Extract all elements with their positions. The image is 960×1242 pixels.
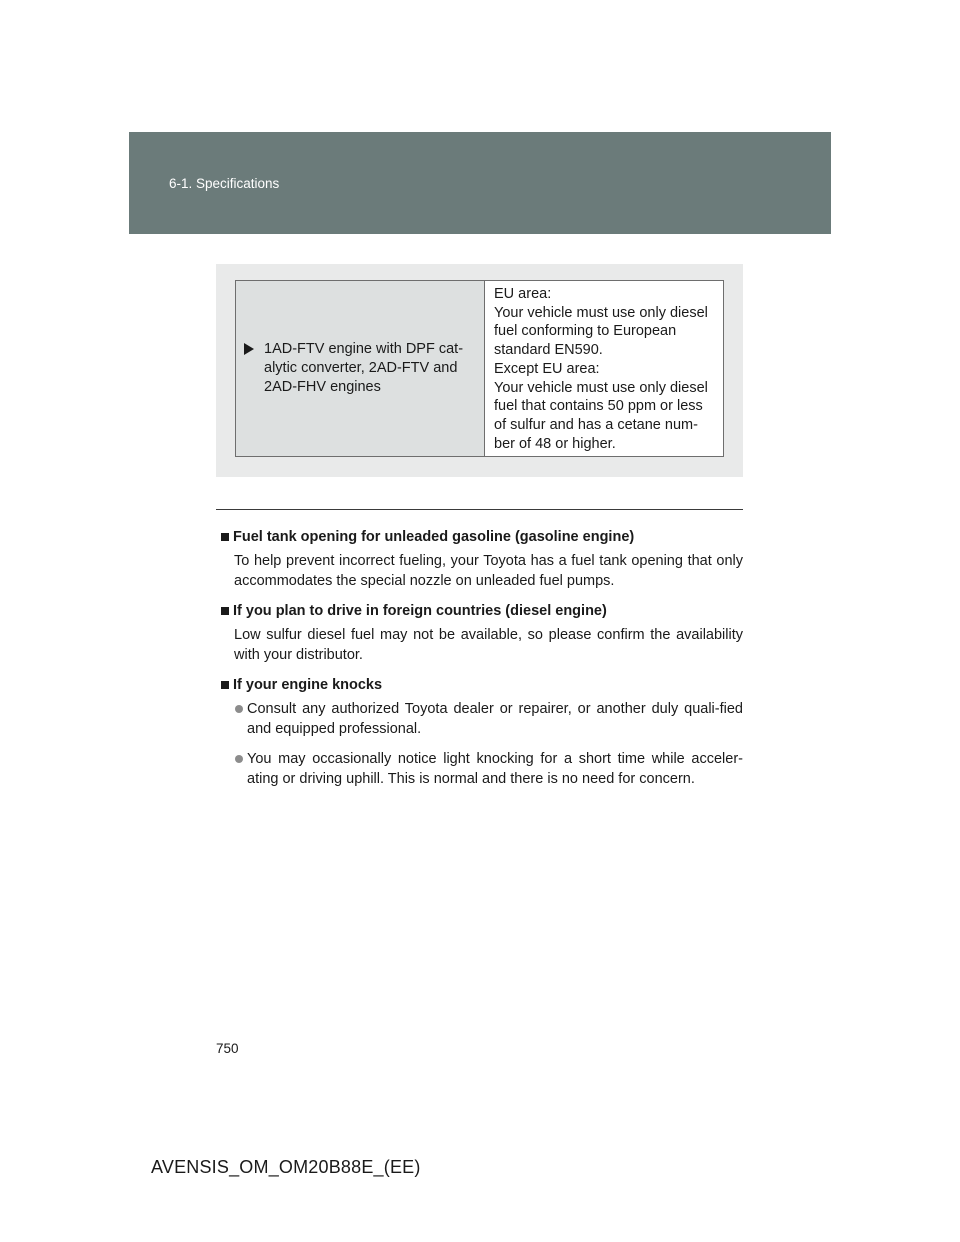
note-body: Low sulfur diesel fuel may not be available, so please confirm the availability with your distributor.	[234, 627, 743, 663]
engine-label: 1AD-FTV engine with DPF cat- alytic converter, 2AD-FTV and 2AD-FHV engines	[264, 341, 464, 395]
list-item	[235, 699, 743, 739]
list-item-text: Consult any authorized Toyota dealer or repairer, or another duly quali-fied and equipped professional.	[247, 701, 743, 737]
page-number: 750	[216, 1041, 239, 1056]
circle-bullet-icon	[235, 705, 243, 713]
fuel-requirement-cell	[485, 281, 723, 456]
square-bullet-icon	[221, 607, 229, 615]
fuel-spec-table	[235, 280, 724, 457]
note-heading: Fuel tank opening for unleaded gasoline (gasoline engine)	[233, 529, 635, 545]
fuel-line: fuel conforming to European	[494, 323, 677, 340]
manual-code: AVENSIS_OM_OM20B88E_(EE)	[151, 1157, 421, 1177]
section-divider	[216, 509, 743, 510]
square-bullet-icon	[221, 681, 229, 689]
fuel-line: EU area:	[494, 286, 552, 302]
fuel-line: standard EN590.	[494, 342, 603, 359]
section-title: 6-1. Specifications	[169, 176, 280, 191]
fuel-line: of sulfur and has a cetane num-	[494, 416, 698, 433]
note-section	[221, 601, 743, 665]
note-heading: If your engine knocks	[233, 677, 383, 693]
spec-panel	[216, 264, 743, 477]
triangle-pointer-icon	[244, 343, 254, 355]
header-band	[129, 132, 831, 234]
notes-content	[221, 527, 743, 799]
fuel-line: fuel that contains 50 ppm or less	[494, 398, 703, 415]
square-bullet-icon	[221, 533, 229, 541]
list-item-text: You may occasionally notice light knocking for a short time while acceler-ating or driving uphill. This is normal and there is no need for concern.	[247, 751, 743, 787]
note-section	[221, 675, 743, 789]
circle-bullet-icon	[235, 755, 243, 763]
fuel-line: ber of 48 or higher.	[494, 435, 616, 452]
note-section	[221, 527, 743, 591]
engine-cell	[236, 281, 485, 456]
fuel-line: Your vehicle must use only diesel	[494, 304, 708, 321]
note-heading: If you plan to drive in foreign countries (diesel engine)	[233, 603, 607, 619]
fuel-line: Your vehicle must use only diesel	[494, 379, 708, 396]
list-item	[235, 749, 743, 789]
note-body: To help prevent incorrect fueling, your Toyota has a fuel tank opening that only accommodates the special nozzle on unleaded fuel pumps.	[234, 553, 743, 589]
fuel-line: Except EU area:	[494, 360, 600, 377]
